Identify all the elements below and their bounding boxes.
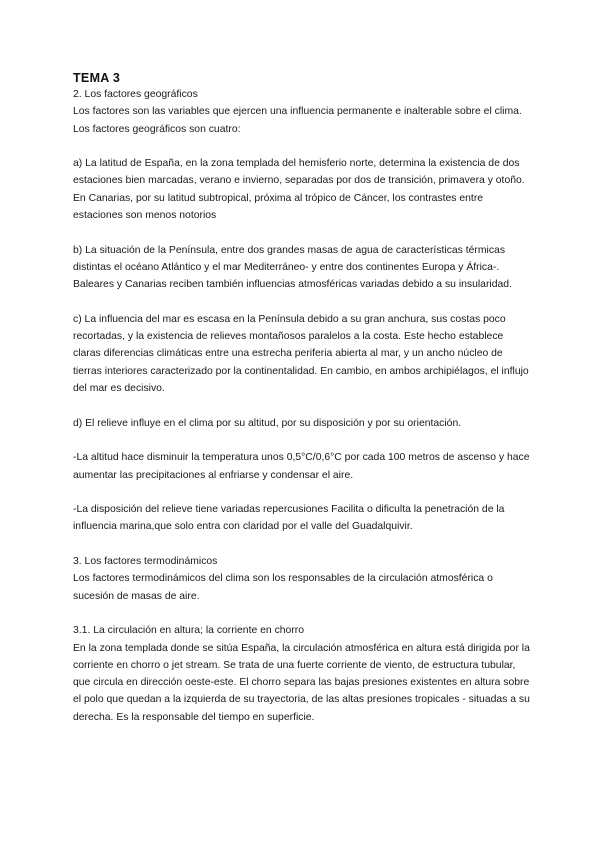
- section-2-intro: Los factores son las variables que ejercen una influencia permanente e inalterable sobre el clima. Los factores geográficos son cuatro:: [73, 106, 522, 135]
- paragraph-disposicion: -La disposición del relieve tiene variadas repercusiones Facilita o dificulta la penetración de la influencia marina,que solo entra con claridad por el valle del Guadalquivir.: [73, 504, 505, 533]
- section-3-intro: Los factores termodinámicos del clima son los responsables de la circulación atmosférica o sucesión de masas de aire.: [73, 573, 493, 602]
- document-title: TEMA 3: [73, 71, 121, 85]
- section-3-1-heading: 3.1. La circulación en altura; la corriente en chorro: [73, 625, 305, 637]
- section-3-heading: 3. Los factores termodinámicos: [73, 556, 218, 568]
- paragraph-item-d: d) El relieve influye en el clima por su altitud, por su disposición y por su orientación.: [73, 417, 462, 429]
- paragraph-item-b: b) La situación de la Península, entre dos grandes masas de agua de características térmicas distintas el océano Atlántico y el mar Mediterráneo- y entre dos continentes Europa y África-. Baleares y Canarias reciben también influencias atmosféricas variadas debido a su insularidad.: [73, 244, 512, 291]
- document-body: [73, 70, 533, 726]
- section-2-heading: 2. Los factores geográficos: [73, 89, 198, 100]
- section-3-1-text: En la zona templada donde se sitúa España, la circulación atmosférica en altura está dirigida por la corriente en chorro o jet stream. Se trata de una fuerte corriente de viento, de estructura tubular, que circula en dirección oeste-este. El chorro separa las bajas presiones existentes en altura sobre el polo que quedan a la izquierda de su trayectoria, de las altas presiones tropicales - situadas a su derecha. Es la responsable del tiempo en superficie.: [73, 642, 530, 723]
- paragraph-item-a: a) La latitud de España, en la zona templada del hemisferio norte, determina la existencia de dos estaciones bien marcadas, verano e invierno, separadas por dos de transición, primavera y otoño. En Canarias, por su latitud subtropical, próxima al trópico de Cáncer, los contrastes entre estaciones son menos notorios: [73, 158, 525, 222]
- paragraph-item-c: c) La influencia del mar es escasa en la Península debido a su gran anchura, sus costas poco recortadas, y la existencia de relieves montañosos paralelos a la costa. Este hecho establece claras diferencias climáticas entre una estrecha periferia abierta al mar, y un ancho núcleo de tierras interiores caracterizado por la continentalidad. En cambio, en ambos archipiélagos, el influjo del mar es decisivo.: [73, 313, 529, 395]
- paragraph-altitud: -La altitud hace disminuir la temperatura unos 0,5°C/0,6°C por cada 100 metros de ascenso y hace aumentar las precipitaciones al enfriarse y condensar el aire.: [73, 452, 530, 481]
